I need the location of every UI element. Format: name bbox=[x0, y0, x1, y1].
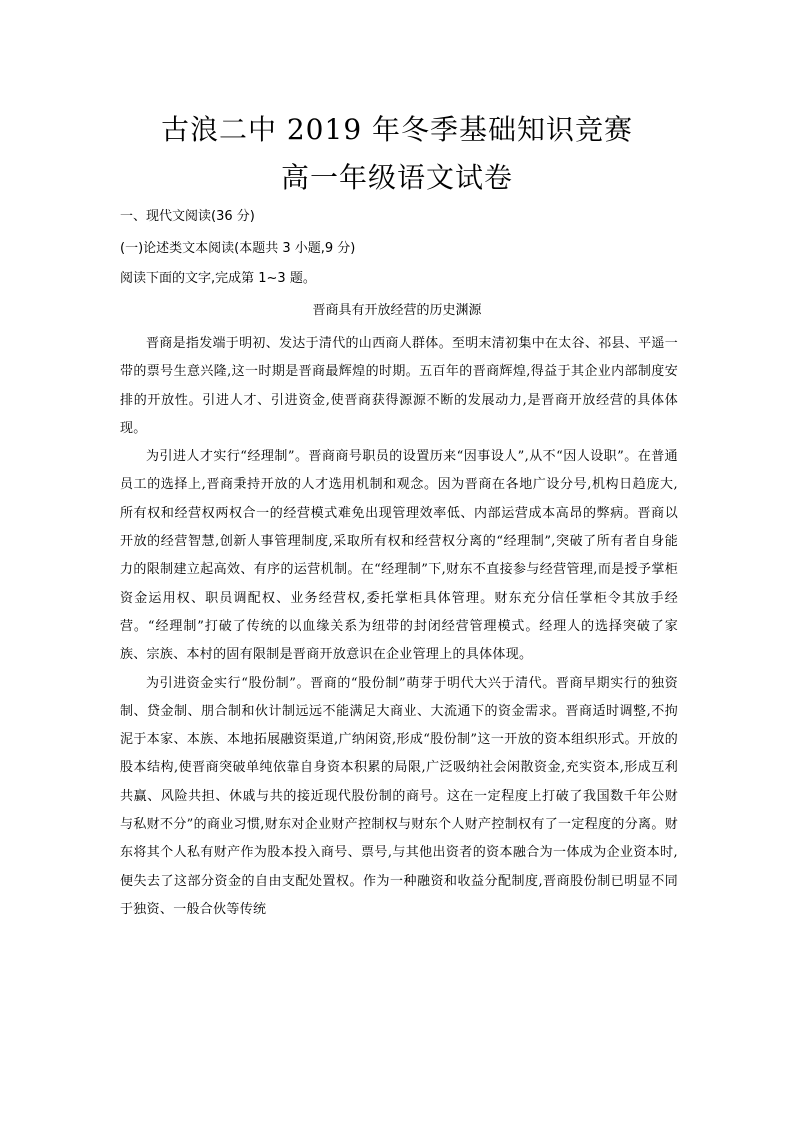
exam-subtitle: 高一年级语文试卷 bbox=[280, 161, 513, 194]
subsection-heading: (一)论述类文本阅读(本题共 3 小题,9 分) bbox=[120, 241, 356, 256]
paragraph-3: 为引进资金实行“股份制”。晋商的“股份制”萌芽于明代大兴于清代。晋商早期实行的独资制、贷金制、朋合制和伙计制远远不能满足大商业、大流通下的资金需求。晋商适时调整,不拘泥于本家、本族、本地拓展融资渠道,广纳闲资,形成“股份制”这一开放的资本组织形式。开放的股本结构,使晋商突破单纯依靠自身资本积累的局限,广泛吸纳社会闲散资金,充实资本,形成互利共赢、风险共担、休戚与共的接近现代股份制的商号。这在一定程度上打破了我国数千年公财与私财不分”的商业习惯,财东对企业财产控制权与财东个人财产控制权有了一定程度的分离。财东将其个人私有财产作为股本投入商号、票号,与其他出资者的资本融合为一体成为企业资本时,便失去了这部分资金的自由支配处置权。作为一种融资和收益分配制度,晋商股份制已明显不同于独资、一般合伙等传统 bbox=[120, 675, 678, 917]
passage-title: 晋商具有开放经营的历史渊源 bbox=[312, 303, 482, 318]
paragraph-1: 晋商是指发端于明初、发达于清代的山西商人群体。至明末清初集中在太谷、祁县、平遥一带的票号生意兴隆,这一时期是晋商最辉煌的时期。五百年的晋商辉煌,得益于其企业内部制度安排的开放性。引进人才、引进资金,使晋商获得源源不断的发展动力,是晋商开放经营的具体体现。 bbox=[120, 336, 679, 436]
reading-instruction: 阅读下面的文字,完成第 1~3 题。 bbox=[120, 271, 316, 286]
passage-body bbox=[120, 330, 678, 924]
section-heading: 一、现代文阅读(36 分) bbox=[120, 209, 255, 224]
paragraph-2: 为引进人才实行“经理制”。晋商商号职员的设置历来“因事设人”,从不“因人设职”。在普通员工的选择上,晋商秉持开放的人才选用机制和观念。因为晋商在各地广设分号,机构日趋庞大,所有权和经营权两权合一的经营模式难免出现管理效率低、内部运营成本高昂的弊病。晋商以开放的经营智慧,创新人事管理制度,采取所有权和经营权分离的“经理制”,突破了所有者自身能力的限制建立起高效、有序的运营机制。在“经理制”下,财东不直接参与经营管理,而是授予掌柜资金运用权、职员调配权、业务经营权,委托掌柜具体管理。财东充分信任掌柜令其放手经营。“经理制”打破了传统的以血缘关系为纽带的封闭经营管理模式。经理人的选择突破了家族、宗族、本村的固有限制是晋商开放意识在企业管理上的具体体现。 bbox=[120, 449, 678, 663]
exam-title: 古浪二中 2019 年冬季基础知识竞赛 bbox=[160, 113, 634, 146]
